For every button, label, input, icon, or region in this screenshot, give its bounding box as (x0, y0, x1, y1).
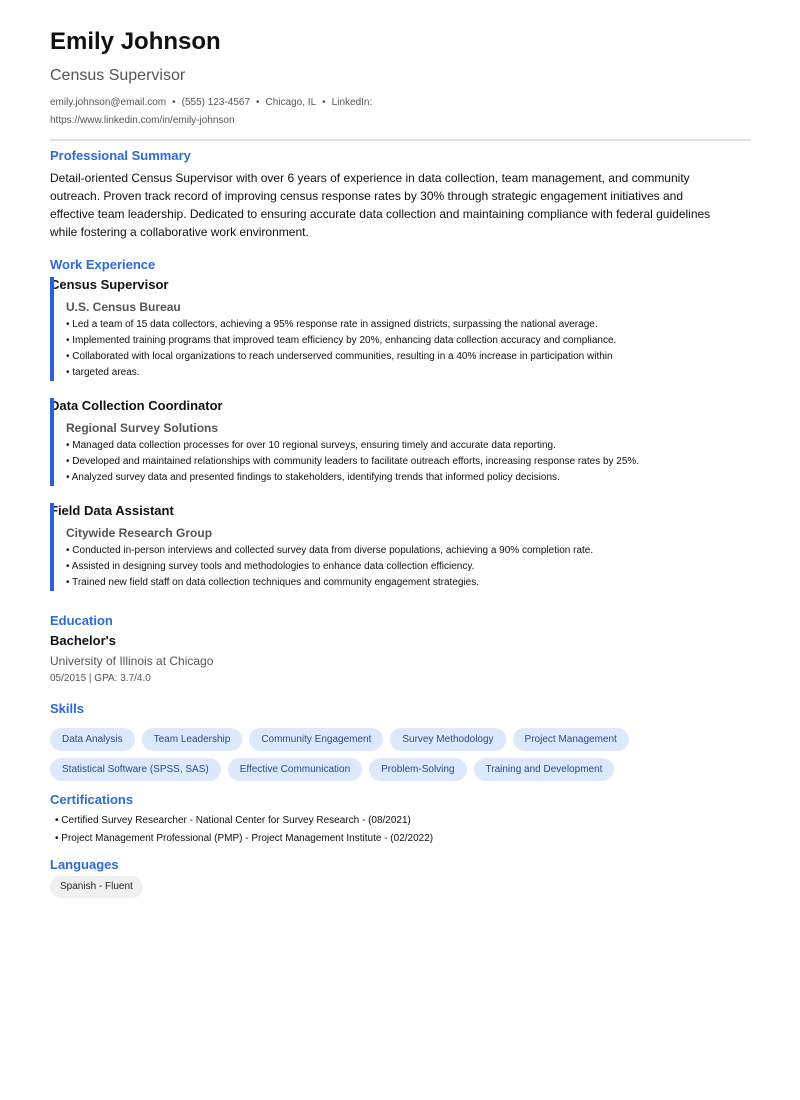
job-title: Data Collection Coordinator (50, 398, 223, 413)
job-bullet: • Managed data collection processes for over 10 regional surveys, ensuring timely and accurate data reporting. (66, 440, 556, 451)
skill-chip: Survey Methodology (390, 728, 505, 751)
job-title: Field Data Assistant (50, 503, 174, 518)
location-text: Chicago, IL (265, 97, 317, 108)
candidate-name: Emily Johnson (50, 28, 221, 55)
linkedin-label: LinkedIn: (331, 97, 373, 108)
phone-text: (555) 123-4567 (181, 97, 251, 108)
education-degree: Bachelor's (50, 633, 116, 648)
certifications-heading: Certifications (50, 792, 134, 807)
email-link[interactable]: emily.johnson@email.com (50, 97, 167, 108)
linkedin-link[interactable]: https://www.linkedin.com/in/emily-johnson (50, 115, 235, 126)
languages-list (50, 873, 751, 898)
job-bullet: • Led a team of 15 data collectors, achieving a 95% response rate in assigned districts, surpassing the national average. (66, 319, 598, 330)
summary-text: Detail-oriented Census Supervisor with over 6 years of experience in data collection, team management, and community outreach. Proven track record of improving census response rates by 30% through strategic engagement initiatives and effective team leadership. Dedicated to ensuring accurate data collection and maintaining compliance with federal guidelines while fostering a collaborative work environment. (50, 171, 711, 239)
job-company: Citywide Research Group (66, 526, 213, 540)
job-bullets (66, 543, 751, 591)
job-details (50, 277, 751, 381)
skill-chip: Data Analysis (50, 728, 135, 751)
job-bullet: • Developed and maintained relationships with community leaders to facilitate outreach efforts, increasing response rates by 25%. (66, 456, 640, 467)
job-bullet: • Analyzed survey data and presented findings to stakeholders, identifying trends that informed policy decisions. (66, 472, 560, 483)
skill-chip: Problem-Solving (369, 758, 466, 781)
skill-chip: Project Management (513, 728, 629, 751)
job-bullets (66, 317, 751, 381)
skill-chip: Training and Development (474, 758, 615, 781)
job-bullets (66, 438, 751, 486)
education-heading: Education (50, 613, 113, 628)
separator: • (322, 97, 326, 108)
work-heading: Work Experience (50, 257, 156, 272)
job-bullet: • Conducted in-person interviews and collected survey data from diverse populations, achieving a 90% completion rate. (66, 545, 594, 556)
skill-chip: Team Leadership (142, 728, 243, 751)
job-entry (50, 277, 751, 381)
job-bullet: • Implemented training programs that improved team efficiency by 20%, enhancing data collection accuracy and compliance. (66, 335, 617, 346)
job-entry (50, 398, 751, 486)
job-company: U.S. Census Bureau (66, 300, 181, 314)
separator: • (256, 97, 260, 108)
skills-list (50, 728, 690, 781)
job-details (50, 503, 751, 591)
skill-chip: Statistical Software (SPSS, SAS) (50, 758, 221, 781)
education-school: University of Illinois at Chicago (50, 654, 214, 668)
languages-heading: Languages (50, 857, 119, 872)
job-details (50, 398, 751, 486)
certification-item: • Project Management Professional (PMP) - Project Management Institute - (02/2022) (55, 833, 434, 844)
job-company: Regional Survey Solutions (66, 421, 219, 435)
job-bullet: • Assisted in designing survey tools and methodologies to enhance data collection efficiency. (66, 561, 475, 572)
header-divider (50, 139, 751, 141)
language-chip: Spanish - Fluent (50, 876, 143, 898)
separator: • (172, 97, 176, 108)
certifications-list (50, 812, 751, 848)
job-bullet: • Collaborated with local organizations to reach underserved communities, resulting in a 40% increase in participation within (66, 351, 613, 362)
summary-heading: Professional Summary (50, 148, 191, 163)
job-entry (50, 503, 751, 591)
candidate-title: Census Supervisor (50, 67, 186, 84)
skill-chip: Effective Communication (228, 758, 362, 781)
job-bullet: • targeted areas. (66, 367, 140, 378)
skill-chip: Community Engagement (249, 728, 383, 751)
job-bullet: • Trained new field staff on data collection techniques and community engagement strategies. (66, 577, 480, 588)
job-title: Census Supervisor (50, 277, 169, 292)
education-meta: 05/2015 | GPA: 3.7/4.0 (50, 673, 151, 684)
contact-info (50, 94, 751, 130)
skills-heading: Skills (50, 701, 84, 716)
certification-item: • Certified Survey Researcher - National Center for Survey Research - (08/2021) (55, 815, 411, 826)
resume-page (50, 28, 751, 898)
